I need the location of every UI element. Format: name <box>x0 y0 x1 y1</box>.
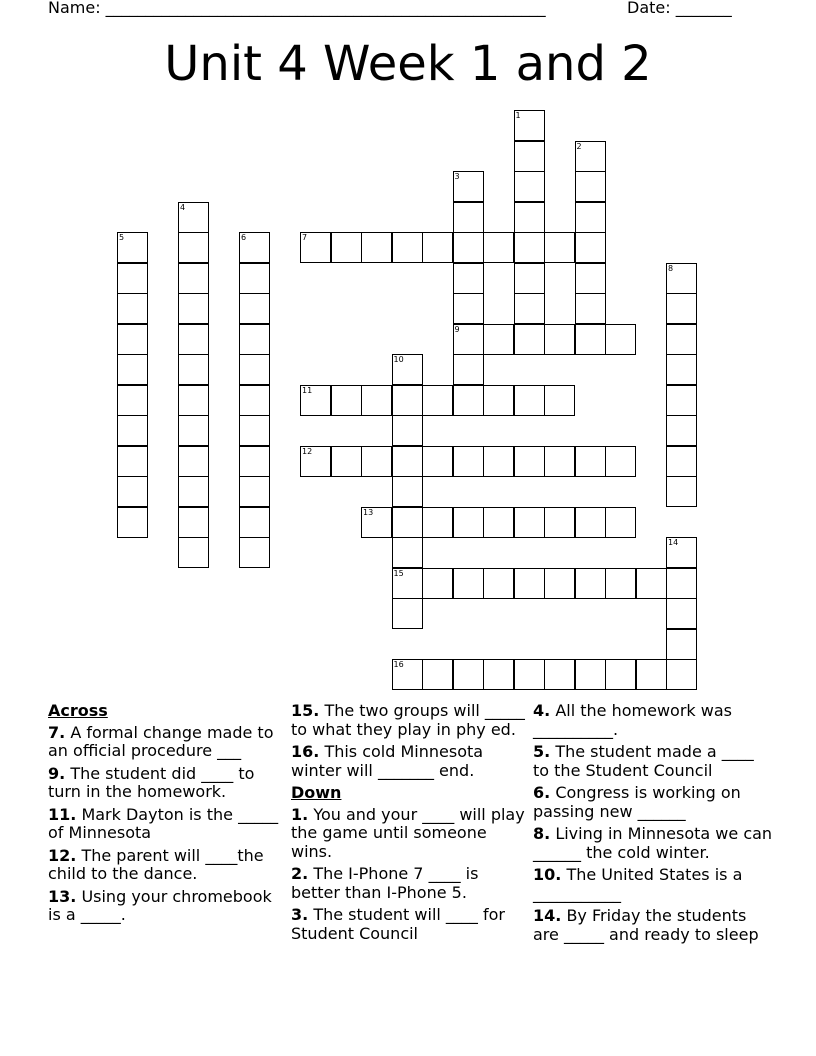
clue-text: Using your chromebook is a _____. <box>48 886 272 924</box>
grid-cell[interactable] <box>453 202 484 233</box>
grid-cell[interactable] <box>392 232 423 263</box>
clue-1 <box>291 806 531 862</box>
grid-cell[interactable] <box>666 263 697 294</box>
cell-number: 8 <box>668 263 674 273</box>
grid-cell[interactable] <box>605 568 636 599</box>
grid-cell[interactable] <box>575 659 606 690</box>
grid-cell[interactable] <box>636 659 667 690</box>
clue-6 <box>533 784 773 821</box>
date-line: Date: _______ <box>627 0 732 17</box>
grid-cell[interactable] <box>239 354 270 385</box>
grid-cell[interactable] <box>178 324 209 355</box>
grid-cell[interactable] <box>483 446 514 477</box>
grid-cell[interactable] <box>300 446 331 477</box>
clue-number: 11. <box>48 804 77 824</box>
grid-cell[interactable] <box>239 324 270 355</box>
grid-cell[interactable] <box>514 568 545 599</box>
clue-text: The student will ____ for Student Council <box>291 905 505 943</box>
cell-number: 15 <box>393 568 404 578</box>
grid-cell[interactable] <box>422 446 453 477</box>
grid-cell[interactable] <box>575 232 606 263</box>
grid-cell[interactable] <box>544 324 575 355</box>
cell-number: 12 <box>302 446 313 456</box>
grid-cell[interactable] <box>239 415 270 446</box>
cell-number: 3 <box>454 172 460 181</box>
clue-number: 12. <box>48 845 77 865</box>
clues-column-1 <box>48 702 288 929</box>
grid-cell[interactable] <box>453 232 484 263</box>
grid-cell[interactable] <box>422 385 453 416</box>
clue-text: The I-Phone 7 ____ is better than I-Phone 5. <box>291 864 479 902</box>
grid-cell[interactable] <box>666 415 697 446</box>
grid-cell[interactable] <box>331 385 362 416</box>
grid-cell[interactable] <box>117 324 148 355</box>
grid-cell[interactable] <box>514 263 545 294</box>
clue-number: 1. <box>291 804 309 824</box>
grid-cell[interactable] <box>453 659 484 690</box>
grid-cell[interactable] <box>666 354 697 385</box>
grid-cell[interactable] <box>300 385 331 416</box>
grid-cell[interactable] <box>117 476 148 507</box>
grid-cell[interactable] <box>483 232 514 263</box>
grid-cell[interactable] <box>453 263 484 294</box>
grid-cell[interactable] <box>605 324 636 355</box>
grid-cell[interactable] <box>666 385 697 416</box>
clues-column-2 <box>291 702 531 947</box>
grid-cell[interactable] <box>514 202 545 233</box>
grid-cell[interactable] <box>514 659 545 690</box>
cell-number: 4 <box>180 202 186 212</box>
grid-cell[interactable] <box>483 568 514 599</box>
grid-cell[interactable] <box>453 354 484 385</box>
grid-cell[interactable] <box>453 324 484 355</box>
grid-cell[interactable] <box>453 385 484 416</box>
grid-cell[interactable] <box>605 446 636 477</box>
clue-11 <box>48 806 288 843</box>
grid-cell[interactable] <box>178 446 209 477</box>
clue-2 <box>291 865 531 902</box>
grid-cell[interactable] <box>575 263 606 294</box>
clue-number: 4. <box>533 701 551 720</box>
grid-cell[interactable] <box>575 202 606 233</box>
grid-cell[interactable] <box>331 232 362 263</box>
clue-text: The United States is a ___________ <box>533 865 743 903</box>
grid-cell[interactable] <box>361 446 392 477</box>
grid-cell[interactable] <box>178 263 209 294</box>
grid-cell[interactable] <box>666 324 697 355</box>
clue-9 <box>48 765 288 802</box>
clue-12 <box>48 847 288 884</box>
grid-cell[interactable] <box>666 659 697 690</box>
grid-cell[interactable] <box>117 293 148 324</box>
grid-cell[interactable] <box>331 446 362 477</box>
grid-cell[interactable] <box>300 232 331 263</box>
clue-number: 16. <box>291 742 320 761</box>
down-heading: Down <box>291 783 342 802</box>
grid-cell[interactable] <box>514 110 545 141</box>
clue-text: The parent will ____the child to the dance. <box>48 845 264 883</box>
grid-cell[interactable] <box>239 385 270 416</box>
cell-number: 9 <box>454 324 460 334</box>
cell-number: 11 <box>302 385 313 395</box>
grid-cell[interactable] <box>666 293 697 324</box>
grid-cell[interactable] <box>514 507 545 538</box>
grid-cell[interactable] <box>392 507 423 538</box>
grid-cell[interactable] <box>514 232 545 263</box>
clue-14 <box>533 907 773 944</box>
clue-3 <box>291 906 531 943</box>
cell-number: 5 <box>119 233 125 242</box>
grid-cell[interactable] <box>575 293 606 324</box>
grid-cell[interactable] <box>392 385 423 416</box>
grid-cell[interactable] <box>422 568 453 599</box>
clue-number: 15. <box>291 701 320 720</box>
grid-cell[interactable] <box>514 385 545 416</box>
clue-text: The student made a ____ to the Student Council <box>533 742 754 780</box>
grid-cell[interactable] <box>544 385 575 416</box>
clue-text: The student did ____ to turn in the homework. <box>48 763 255 801</box>
clue-number: 3. <box>291 905 309 924</box>
clue-16 <box>291 743 531 780</box>
grid-cell[interactable] <box>239 537 270 568</box>
grid-cell[interactable] <box>575 568 606 599</box>
grid-cell[interactable] <box>544 659 575 690</box>
across-heading: Across <box>48 701 108 720</box>
clue-text: All the homework was __________. <box>533 701 732 739</box>
name-line: Name: _______________________________________________________ <box>48 0 546 17</box>
grid-cell[interactable] <box>239 476 270 507</box>
cell-number: 2 <box>576 141 582 151</box>
clue-text: A formal change made to an official procedure ___ <box>48 722 274 760</box>
clue-number: 14. <box>533 906 562 925</box>
grid-cell[interactable] <box>514 141 545 172</box>
grid-cell[interactable] <box>117 507 148 538</box>
grid-cell[interactable] <box>178 385 209 416</box>
grid-cell[interactable] <box>422 232 453 263</box>
grid-cell[interactable] <box>178 507 209 538</box>
grid-cell[interactable] <box>392 415 423 446</box>
grid-cell[interactable] <box>605 507 636 538</box>
grid-cell[interactable] <box>514 446 545 477</box>
grid-cell[interactable] <box>575 507 606 538</box>
cell-number: 6 <box>241 233 247 242</box>
grid-cell[interactable] <box>117 446 148 477</box>
grid-cell[interactable] <box>392 476 423 507</box>
cell-number: 7 <box>302 233 308 242</box>
grid-cell[interactable] <box>575 171 606 202</box>
clue-text: Congress is working on passing new ______ <box>533 783 741 821</box>
grid-cell[interactable] <box>666 537 697 568</box>
grid-cell[interactable] <box>544 507 575 538</box>
grid-cell[interactable] <box>666 598 697 629</box>
grid-cell[interactable] <box>239 293 270 324</box>
grid-cell[interactable] <box>392 446 423 477</box>
grid-cell[interactable] <box>239 263 270 294</box>
clue-number: 6. <box>533 783 551 802</box>
grid-cell[interactable] <box>422 507 453 538</box>
grid-cell[interactable] <box>117 263 148 294</box>
cell-number: 10 <box>393 355 404 364</box>
clue-text: The two groups will _____ to what they play in phy ed. <box>291 701 525 739</box>
grid-cell[interactable] <box>178 537 209 568</box>
grid-cell[interactable] <box>514 293 545 324</box>
grid-cell[interactable] <box>239 232 270 263</box>
grid-cell[interactable] <box>361 232 392 263</box>
grid-cell[interactable] <box>392 598 423 629</box>
clue-number: 8. <box>533 824 551 843</box>
clue-number: 2. <box>291 864 309 883</box>
grid-cell[interactable] <box>575 324 606 355</box>
grid-cell[interactable] <box>178 354 209 385</box>
grid-cell[interactable] <box>392 659 423 690</box>
clue-text: Living in Minnesota we can ______ the cold winter. <box>533 824 773 862</box>
grid-cell[interactable] <box>453 446 484 477</box>
clue-7 <box>48 724 288 761</box>
clue-number: 5. <box>533 742 551 761</box>
clue-text: You and your ____ will play the game until someone wins. <box>291 804 525 861</box>
clue-number: 9. <box>48 763 66 783</box>
grid-cell[interactable] <box>239 507 270 538</box>
grid-cell[interactable] <box>392 354 423 385</box>
clues-column-3 <box>533 702 773 948</box>
grid-cell[interactable] <box>636 568 667 599</box>
grid-cell[interactable] <box>178 415 209 446</box>
clue-number: 7. <box>48 722 66 742</box>
grid-cell[interactable] <box>178 202 209 233</box>
grid-cell[interactable] <box>575 446 606 477</box>
grid-cell[interactable] <box>178 476 209 507</box>
clue-10 <box>533 866 773 903</box>
grid-cell[interactable] <box>392 568 423 599</box>
grid-cell[interactable] <box>514 171 545 202</box>
clue-5 <box>533 743 773 780</box>
cell-number: 14 <box>668 538 679 547</box>
grid-cell[interactable] <box>544 568 575 599</box>
grid-cell[interactable] <box>361 385 392 416</box>
grid-cell[interactable] <box>392 537 423 568</box>
grid-cell[interactable] <box>453 171 484 202</box>
grid-cell[interactable] <box>483 507 514 538</box>
grid-cell[interactable] <box>117 415 148 446</box>
grid-cell[interactable] <box>575 141 606 172</box>
clue-number: 13. <box>48 886 77 906</box>
clue-13 <box>48 888 288 925</box>
clue-text: Mark Dayton is the _____ of Minnesota <box>48 804 279 842</box>
clue-4 <box>533 702 773 739</box>
grid-cell[interactable] <box>453 507 484 538</box>
grid-cell[interactable] <box>666 629 697 660</box>
grid-cell[interactable] <box>453 293 484 324</box>
grid-cell[interactable] <box>178 232 209 263</box>
grid-cell[interactable] <box>483 659 514 690</box>
grid-cell[interactable] <box>178 293 209 324</box>
cell-number: 1 <box>515 111 521 120</box>
grid-cell[interactable] <box>239 446 270 477</box>
grid-cell[interactable] <box>514 324 545 355</box>
page-title: Unit 4 Week 1 and 2 <box>164 36 652 92</box>
grid-cell[interactable] <box>544 446 575 477</box>
grid-cell[interactable] <box>666 568 697 599</box>
grid-cell[interactable] <box>453 568 484 599</box>
grid-cell[interactable] <box>117 385 148 416</box>
cell-number: 16 <box>393 660 404 669</box>
clue-text: By Friday the students are _____ and ready to sleep <box>533 906 759 944</box>
grid-cell[interactable] <box>117 232 148 263</box>
cell-number: 13 <box>363 507 374 517</box>
grid-cell[interactable] <box>544 232 575 263</box>
grid-cell[interactable] <box>422 659 453 690</box>
grid-cell[interactable] <box>483 324 514 355</box>
grid-cell[interactable] <box>483 385 514 416</box>
clue-text: This cold Minnesota winter will _______ end. <box>291 742 484 780</box>
grid-cell[interactable] <box>361 507 392 538</box>
grid-cell[interactable] <box>605 659 636 690</box>
clue-number: 10. <box>533 865 562 884</box>
grid-cell[interactable] <box>117 354 148 385</box>
clue-8 <box>533 825 773 862</box>
grid-cell[interactable] <box>666 446 697 477</box>
grid-cell[interactable] <box>666 476 697 507</box>
clue-15 <box>291 702 531 739</box>
